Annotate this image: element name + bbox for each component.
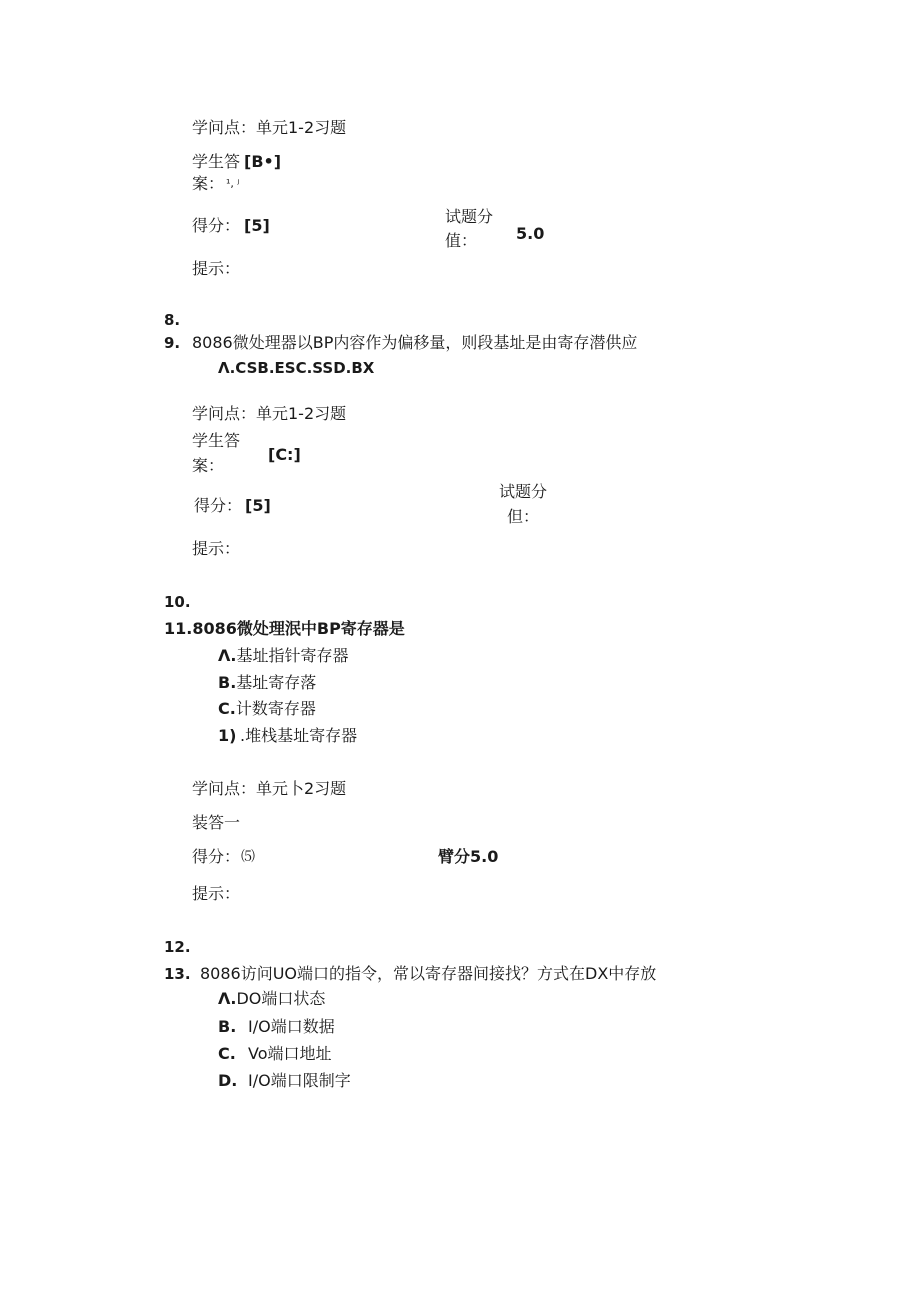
student-answer-label2-q7: 案：	[192, 174, 225, 193]
option-key: Λ.	[218, 989, 237, 1008]
score-value-q9: [5]	[245, 496, 271, 515]
score-label-q11: 得分：	[192, 847, 241, 866]
point-value-q7: 5.0	[516, 224, 545, 243]
option-key: B.	[218, 1017, 237, 1036]
hint-label-q11: 提示：	[192, 884, 241, 903]
question-number-13: 13.	[164, 965, 191, 983]
score-value-q7: [5]	[244, 216, 270, 235]
student-answer-label-q7: 学生答	[192, 152, 241, 171]
question-text-q9: 8086微处理器以BP内容作为偏移量，则段基址是由寄存潜供应	[192, 333, 638, 352]
student-answer-value-q7: [B•]	[244, 152, 282, 171]
point-text-q11: 臂分5.0	[438, 847, 499, 866]
option-text: I/O端口数据	[248, 1017, 335, 1036]
question-number-12: 12.	[164, 938, 191, 956]
option-text: 基址指针寄存器	[236, 646, 349, 665]
option-text: 计数寄存器	[235, 699, 316, 718]
question-number-9: 9.	[164, 334, 181, 352]
student-answer-label2-q9: 案：	[192, 456, 225, 475]
option-q13-c	[218, 1044, 332, 1064]
question-text-q11: 11.8086微处理泯中BP寄存器是	[164, 619, 405, 638]
point-label2-q7: 值：	[445, 231, 478, 250]
option-q11-a	[218, 646, 348, 666]
option-q11-d	[218, 726, 357, 746]
score-label-q7: 得分：	[192, 216, 241, 235]
hint-label-q9: 提示：	[192, 539, 241, 558]
question-text-q13: 8086访问UO端口的指令，常以寄存器间接找？方式在DX中存放	[200, 964, 657, 983]
student-answer-value-q9: [C:]	[268, 445, 301, 464]
option-q13-a	[218, 989, 325, 1009]
option-key: 1)	[218, 726, 237, 745]
option-key: D.	[218, 1071, 238, 1090]
knowledge-point-q7: 学问点：单元1-2习题	[192, 118, 347, 137]
student-answer-label-q9: 学生答	[192, 431, 241, 450]
option-text: DO端口状态	[236, 989, 326, 1008]
option-q11-c	[218, 699, 316, 719]
option-text: Vo端口地址	[248, 1044, 332, 1063]
point-label2-q9: 但：	[507, 507, 540, 526]
point-label-q7: 试题分	[445, 207, 494, 226]
question-number-10: 10.	[164, 593, 191, 611]
score-label-q9: 得分：	[194, 496, 243, 515]
student-answer-q11: 装答一	[192, 813, 241, 832]
score-value-q11: ⑸	[241, 849, 255, 865]
question-number-8: 8.	[164, 311, 181, 329]
option-text: .堆栈基址寄存器	[240, 726, 358, 745]
option-key: Λ.	[218, 646, 237, 665]
option-q13-d	[218, 1071, 351, 1091]
option-key: B.	[218, 673, 237, 692]
point-label-q9: 试题分	[499, 482, 548, 501]
hint-label-q7: 提示：	[192, 259, 241, 278]
option-q11-b	[218, 673, 316, 693]
option-q13-b	[218, 1017, 335, 1037]
knowledge-point-q9: 学问点：单元1-2习题	[192, 404, 347, 423]
knowledge-point-q11: 学问点：单元卜2习题	[192, 779, 347, 798]
option-key: C.	[218, 699, 236, 718]
options-line-q9: Λ.CSB.ESC.SSD.BX	[218, 359, 375, 377]
option-text: I/O端口限制字	[248, 1071, 351, 1090]
option-key: C.	[218, 1044, 236, 1063]
student-answer-marks-q7: ¹, ʲ	[226, 177, 240, 190]
option-text: 基址寄存落	[236, 673, 317, 692]
